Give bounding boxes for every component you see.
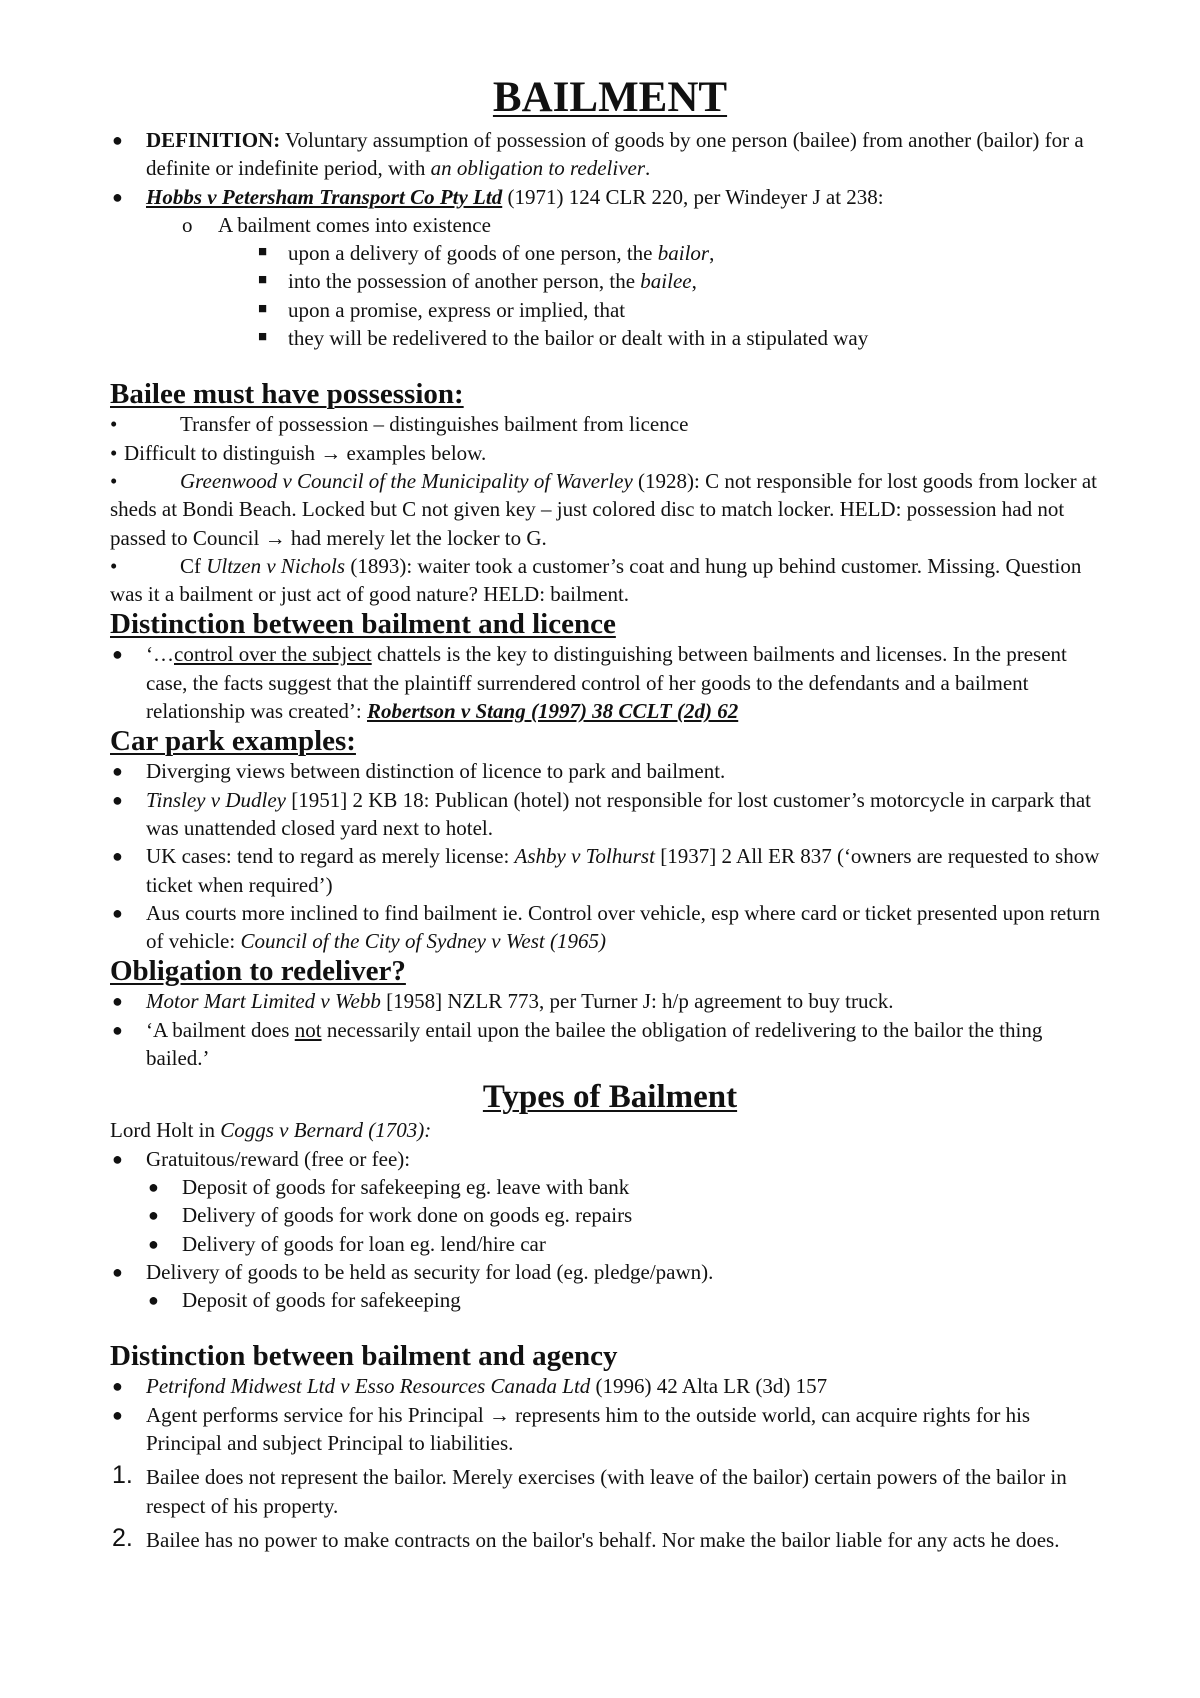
section-heading-licence: Distinction between bailment and licence (110, 608, 616, 641)
case-text: (1893): waiter took a customer’s coat and hung up behind customer. Missing. Question was it a bailment or just act of good nature? HELD: bailment. (110, 553, 1082, 607)
bullet-icon: ● (112, 644, 123, 665)
redeliver-item (110, 987, 1110, 1015)
case-name: Robertson v Stang (1997) 38 CCLT (2d) 62 (367, 699, 739, 724)
case-text: [1951] 2 KB 18: Publican (hotel) not responsible for lost customer’s motorcycle in carpark that was unattended closed yard next to hotel. (146, 787, 1091, 840)
sub-item (110, 211, 1110, 239)
point-text: they will be redelivered to the bailor or dealt with in a stipulated way (288, 326, 869, 351)
point-item (110, 239, 1110, 267)
types-item (110, 1258, 1110, 1286)
types-sub-text: Deposit of goods for safekeeping (182, 1288, 461, 1313)
bullet-icon: ● (112, 1148, 123, 1169)
types-text: Delivery of goods to be held as security for load (eg. pledge/pawn). (146, 1259, 714, 1284)
quote-text: necessarily entail upon the bailee the obligation of redelivering to the bailor the thing bailed.’ (146, 1017, 1043, 1071)
bullet-icon: ● (112, 991, 123, 1012)
point-item (110, 324, 1110, 352)
point-text: upon a delivery of goods of one person, the (288, 241, 658, 266)
case-name: Coggs v Bernard (1703): (220, 1118, 432, 1143)
section-heading-redeliver: Obligation to redeliver? (110, 955, 406, 988)
square-bullet-icon: ■ (258, 272, 268, 289)
types-sub-item (110, 1286, 1110, 1314)
bullet-icon: ● (112, 846, 123, 867)
number-marker: 1. (112, 1461, 133, 1490)
definition-label: DEFINITION: (146, 128, 281, 152)
square-bullet-icon: ■ (258, 329, 268, 346)
quote-underlined: not (294, 1017, 322, 1042)
point-text: into the possession of another person, the (288, 269, 641, 294)
definition-item (110, 126, 1110, 183)
bullet-icon: ● (112, 130, 123, 150)
types-intro-text: Lord Holt in (110, 1118, 221, 1143)
types-intro (110, 1116, 1110, 1144)
possession-item (110, 467, 1110, 552)
agency-item (110, 1401, 1110, 1458)
case-text: (1928): C not responsible for lost goods from locker at sheds at Bondi Beach. Locked but C not given key – just colored disc to match locker. HELD: possession had not passed to Council → had merely let the locker to G. (110, 468, 1098, 550)
possession-text: Difficult to distinguish → examples below. (124, 440, 487, 465)
case-name: Petrifond Midwest Ltd v Esso Resources Canada Ltd (146, 1374, 591, 1399)
types-sub-text: Deposit of goods for safekeeping eg. leave with bank (182, 1174, 630, 1199)
types-sub-item (110, 1173, 1110, 1201)
types-sub-text: Delivery of goods for work done on goods eg. repairs (182, 1203, 633, 1228)
bullet-icon: ● (112, 789, 123, 810)
point-item (110, 296, 1110, 324)
numbered-text: Bailee does not represent the bailor. Merely exercises (with leave of the bailor) certain powers of the bailor in respect of his property. (146, 1465, 1067, 1518)
bullet-icon: ● (112, 761, 123, 782)
possession-item (110, 410, 1110, 438)
section-heading-types: Types of Bailment (482, 1079, 738, 1116)
carpark-item (110, 842, 1110, 899)
point-item (110, 267, 1110, 295)
bullet-icon: ● (112, 1261, 123, 1282)
definition-end: . (645, 156, 651, 181)
section-heading-carpark: Car park examples: (110, 725, 356, 758)
sub-item-text: A bailment comes into existence (218, 212, 491, 237)
definition-italic: an obligation to redeliver (430, 156, 646, 181)
carpark-item (110, 786, 1110, 843)
redeliver-item (110, 1016, 1110, 1073)
section-heading-agency: Distinction between bailment and agency (110, 1340, 618, 1373)
case-name: Greenwood v Council of the Municipality of Waverley (180, 468, 633, 493)
point-end: , (709, 241, 715, 266)
bullet-icon: ● (112, 1404, 123, 1425)
quote-open: ‘… (146, 642, 174, 667)
types-sub-item (110, 1201, 1110, 1229)
possession-item (110, 439, 1110, 467)
bullet-icon: ● (112, 186, 123, 207)
circle-bullet-icon: o (182, 212, 193, 237)
point-italic: bailee (640, 269, 692, 294)
small-bullet-icon: • (110, 468, 118, 493)
square-bullet-icon: ■ (258, 300, 268, 317)
carpark-item (110, 899, 1110, 956)
case-text: [1958] NZLR 773, per Turner J: h/p agreement to buy truck. (380, 989, 894, 1014)
quote-text: chattels is the key to distinguishing between bailments and licenses. In the present case, the facts suggest that the plaintiff surrendered control of her goods to the defendants and a bailment relationship was created’: (146, 642, 1067, 724)
point-end: , (691, 269, 697, 294)
square-bullet-icon: ■ (258, 244, 268, 261)
small-bullet-icon: • (110, 553, 118, 578)
case-name: Motor Mart Limited v Webb (146, 989, 381, 1014)
case-name: Hobbs v Petersham Transport Co Pty Ltd (146, 184, 503, 209)
case-name: Tinsley v Dudley (146, 787, 286, 812)
bullet-icon: ● (148, 1290, 159, 1311)
section-heading-possession: Bailee must have possession: (110, 378, 464, 411)
bullet-icon: ● (148, 1176, 159, 1197)
possession-item (110, 552, 1110, 609)
small-bullet-icon: • (110, 440, 118, 465)
case-name: Ashby v Tolhurst (514, 844, 655, 869)
types-item (110, 1145, 1110, 1173)
numbered-item (110, 1463, 1110, 1520)
cf-text: Cf (180, 553, 207, 578)
numbered-item (110, 1523, 1110, 1554)
case-citation: (1971) 124 CLR 220, per Windeyer J at 238: (502, 184, 884, 209)
quote-underlined: control over the subject (174, 642, 372, 667)
carpark-text: Aus courts more inclined to find bailment ie. Control over vehicle, esp where card or ticket presented upon return of vehicle: (146, 900, 1101, 954)
agency-item (110, 1372, 1110, 1400)
carpark-item (110, 757, 1110, 785)
quote-text: ‘A bailment does (146, 1017, 295, 1042)
number-marker: 2. (112, 1523, 133, 1552)
types-text: Gratuitous/reward (free or fee): (146, 1146, 411, 1171)
possession-text: Transfer of possession – distinguishes bailment from licence (180, 412, 689, 437)
case-name: Council of the City of Sydney v West (1965) (240, 929, 606, 954)
numbered-text: Bailee has no power to make contracts on the bailor's behalf. Nor make the bailor liable for any acts he does. (146, 1527, 1060, 1552)
bullet-icon: ● (148, 1233, 159, 1254)
carpark-text: UK cases: tend to regard as merely license: (146, 844, 515, 869)
case-name: Ultzen v Nichols (206, 553, 346, 578)
carpark-text: Diverging views between distinction of licence to park and bailment. (146, 759, 726, 784)
hobbs-item (110, 183, 1110, 211)
bullet-icon: ● (112, 902, 123, 923)
case-text: [1937] 2 All ER 837 (‘owners are requested to show ticket when required’) (146, 844, 1100, 897)
point-italic: bailor (657, 241, 710, 266)
agency-text: Agent performs service for his Principal → represents him to the outside world, can acquire rights for his Principal and subject Principal to liabilities. (146, 1402, 1031, 1455)
bullet-icon: ● (112, 1019, 123, 1040)
case-citation: (1996) 42 Alta LR (3d) 157 (590, 1374, 828, 1399)
point-text: upon a promise, express or implied, that (288, 297, 626, 322)
small-bullet-icon: • (110, 412, 118, 437)
page-title: BAILMENT (492, 74, 728, 121)
bullet-icon: ● (148, 1205, 159, 1226)
types-sub-item (110, 1230, 1110, 1258)
types-sub-text: Delivery of goods for loan eg. lend/hire car (182, 1231, 546, 1256)
bullet-icon: ● (112, 1376, 123, 1397)
licence-item (110, 640, 1110, 725)
definition-text: Voluntary assumption of possession of goods by one person (bailee) from another (bailor) for a definite or indefinite period, with (146, 128, 1084, 181)
